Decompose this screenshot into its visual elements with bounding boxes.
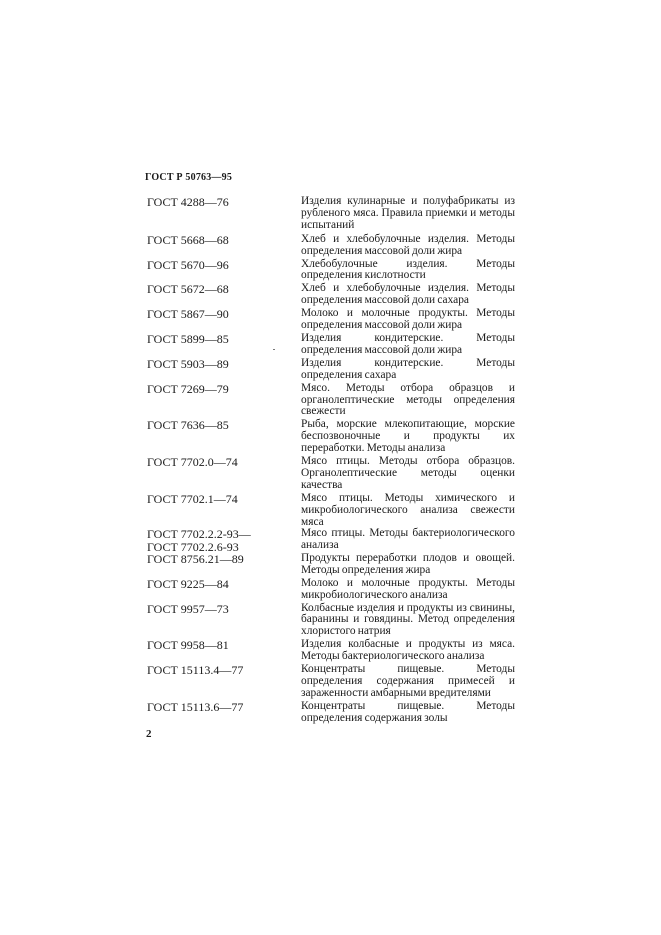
standard-title: Концентраты пищевые. Методы определения содержания золы <box>301 699 515 724</box>
page-number: 2 <box>146 728 152 740</box>
standard-title: Мясо. Методы отбора образцов и органолептические методы определения свежести <box>301 381 515 418</box>
standard-title: Молоко и молочные продукты. Методы определения массовой доли жира <box>301 307 515 332</box>
list-item <box>147 383 517 419</box>
list-item <box>147 333 517 357</box>
list-item <box>147 456 517 492</box>
standard-code: ГОСТ 5903—89 <box>147 356 229 371</box>
list-item <box>147 259 517 283</box>
standard-code: ГОСТ 5670—96 <box>147 257 229 272</box>
standard-code: ГОСТ 8756.21—89 <box>147 551 244 566</box>
standard-title: Изделия кондитерские. Методы определения массовой доли жира <box>301 331 515 356</box>
standard-title: Колбасные изделия и продукты из свинины, баранины и говядины. Метод определения хлористого натрия <box>301 601 515 638</box>
running-header: ГОСТ Р 50763—95 <box>145 172 233 183</box>
standard-title: Мясо птицы. Методы бактериологического анализа <box>301 527 515 552</box>
scan-speck <box>273 349 275 350</box>
standard-title: Изделия колбасные и продукты из мяса. Методы бактериологического анализа <box>301 638 515 663</box>
standard-code: ГОСТ 5672—68 <box>147 282 229 297</box>
standard-code: ГОСТ 4288—76 <box>147 195 229 209</box>
list-item <box>147 283 517 307</box>
standard-code: ГОСТ 9957—73 <box>147 601 229 616</box>
list-item <box>147 308 517 332</box>
standard-code: ГОСТ 15113.4—77 <box>147 663 244 678</box>
standard-code: ГОСТ 5668—68 <box>147 232 229 247</box>
standard-title: Изделия кулинарные и полуфабрикаты из рубленого мяса. Правила приемки и методы испытаний <box>301 195 515 231</box>
standard-title: Молоко и молочные продукты. Методы микробиологического анализа <box>301 576 515 601</box>
standard-title: Мясо птицы. Методы отбора образцов. Органолептические методы оценки качества <box>301 455 515 491</box>
standard-code: ГОСТ 7269—79 <box>147 381 229 396</box>
standard-code: ГОСТ 9225—84 <box>147 576 229 591</box>
standard-code: ГОСТ 5899—85 <box>147 331 229 346</box>
standard-title: Хлеб и хлебобулочные изделия. Методы определения массовой доли сахара <box>301 282 515 307</box>
list-item <box>147 553 517 577</box>
list-item <box>147 528 517 552</box>
list-item <box>147 639 517 663</box>
standard-code: ГОСТ 7636—85 <box>147 418 229 433</box>
standard-title: Изделия кондитерские. Методы определения сахара <box>301 356 515 381</box>
standard-code: ГОСТ 7702.2.2-93— ГОСТ 7702.2.6-93 <box>147 527 251 554</box>
list-item <box>147 664 517 700</box>
standard-title: Концентраты пищевые. Методы определения содержания примесей и зараженности амбарными вредителями <box>301 663 515 699</box>
references-list <box>147 196 517 725</box>
list-item <box>147 578 517 602</box>
list-item <box>147 603 517 639</box>
standard-code: ГОСТ 7702.0—74 <box>147 455 238 470</box>
list-item <box>147 419 517 455</box>
standard-title: Мясо птицы. Методы химического и микробиологического анализа свежести мяса <box>301 491 515 528</box>
standard-title: Хлеб и хлебобулочные изделия. Методы определения массовой доли жира <box>301 232 515 257</box>
list-item <box>147 493 517 529</box>
standard-title: Хлебобулочные изделия. Методы определения кислотности <box>301 257 515 282</box>
standard-code: ГОСТ 7702.1—74 <box>147 491 238 506</box>
list-item <box>147 234 517 258</box>
standard-code: ГОСТ 5867—90 <box>147 307 229 322</box>
standard-title: Рыба, морские млекопитающие, морские беспозвоночные и продукты их переработки. Методы анализа <box>301 418 515 455</box>
list-item <box>147 358 517 382</box>
list-item <box>147 701 517 725</box>
standard-title: Продукты переработки плодов и овощей. Методы определения жира <box>301 551 515 576</box>
standard-code: ГОСТ 15113.6—77 <box>147 699 244 714</box>
standard-code: ГОСТ 9958—81 <box>147 638 229 653</box>
list-item <box>147 196 517 232</box>
